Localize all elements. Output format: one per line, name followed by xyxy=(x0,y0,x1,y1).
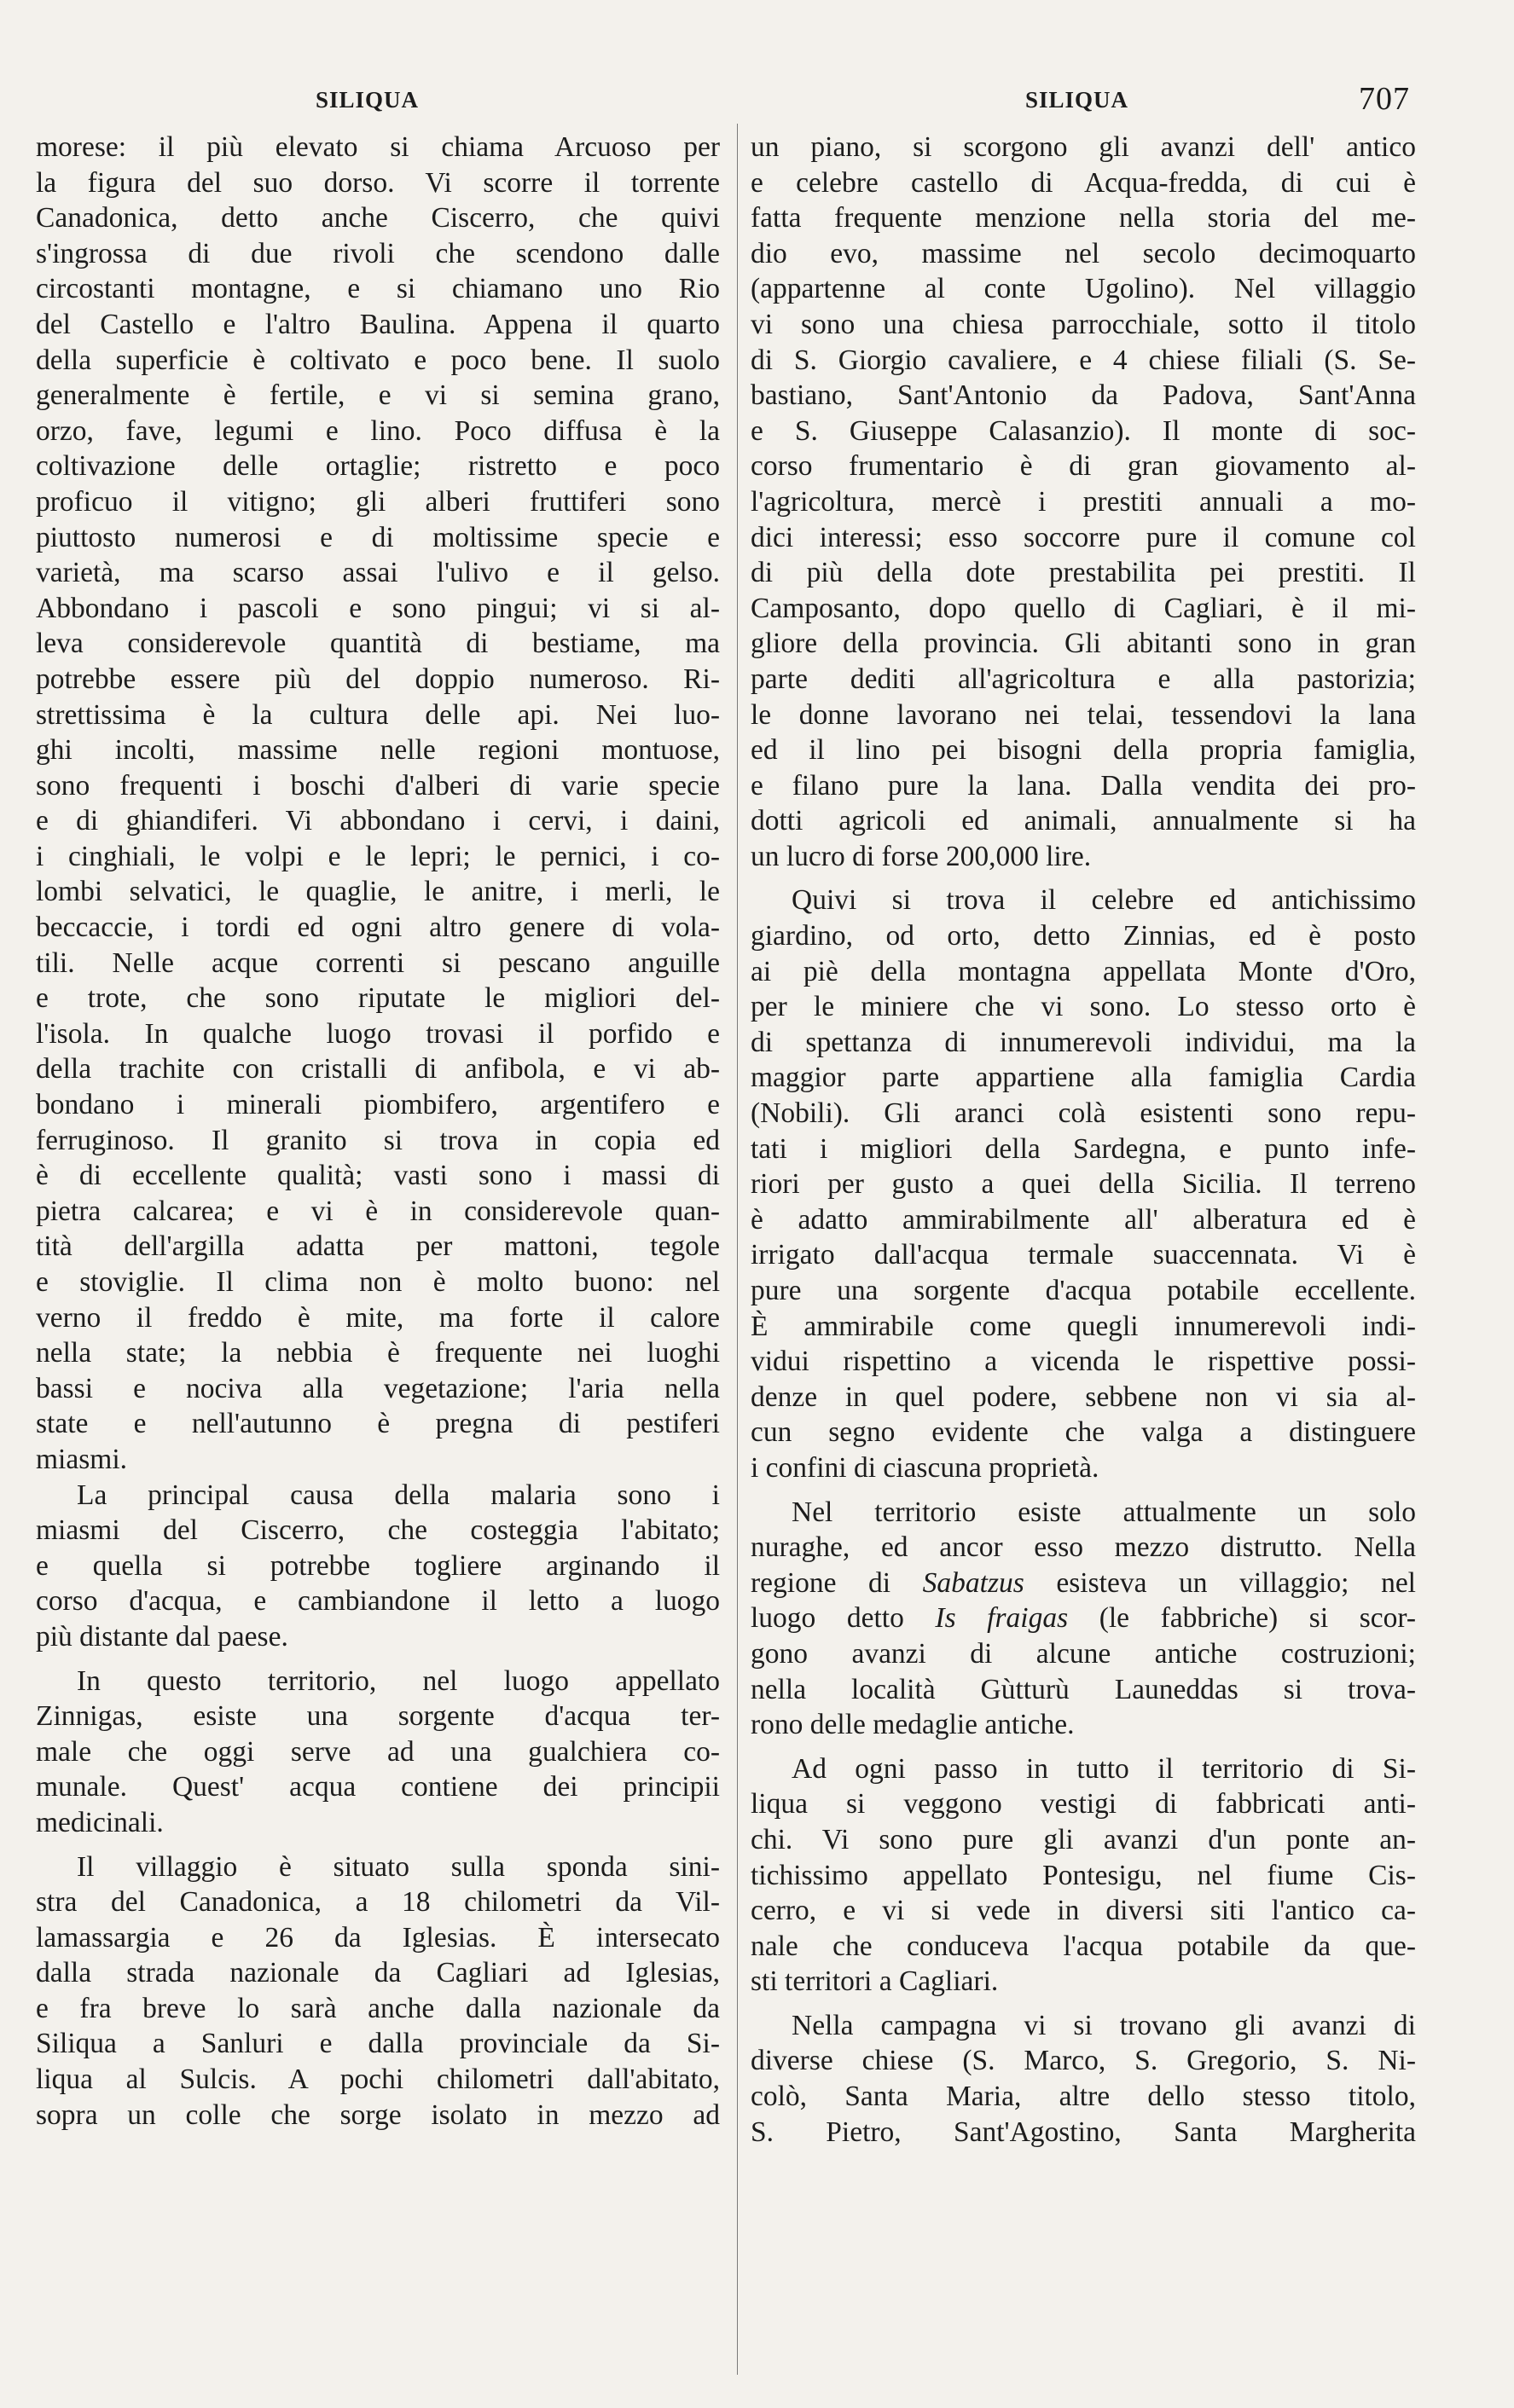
text-line: Nel territorio esiste attualmente un solo xyxy=(792,1496,1416,1528)
text-line: miasmi del Ciscerro, che costeggia l'abitato; xyxy=(36,1514,720,1547)
text-line: ed il lino pei bisogni della propria famiglia, xyxy=(751,734,1416,767)
text-line: bastiano, Sant'Antonio da Padova, Sant'Anna xyxy=(751,379,1416,412)
text-line: (appartenne al conte Ugolino). Nel villaggio xyxy=(751,273,1416,305)
text-line: medicinali. xyxy=(36,1806,164,1838)
text-line: di S. Giorgio cavaliere, e 4 chiese filiali (S. Se- xyxy=(751,344,1416,376)
text-line: irrigato dall'acqua termale suaccennata. Vi è xyxy=(751,1239,1416,1271)
text-line: le donne lavorano nei telai, tessendovi la lana xyxy=(751,698,1416,731)
text-line: piuttosto numerosi e di moltissime specie e xyxy=(36,521,720,553)
text-line: liqua al Sulcis. A pochi chilometri dall'abitato, xyxy=(36,2064,720,2096)
text-line: munale. Quest' acqua contiene dei principii xyxy=(36,1771,720,1803)
text-line: parte dediti all'agricoltura e alla pastorizia; xyxy=(751,663,1416,695)
text-line: coltivazione delle ortaglie; ristretto e poco xyxy=(36,450,720,483)
text-line: bondano i minerali piombifero, argentifero e xyxy=(36,1089,720,1121)
text-line: nuraghe, ed ancor esso mezzo distrutto. Nella xyxy=(751,1531,1416,1564)
text-line: un lucro di forse 200,000 lire. xyxy=(751,840,1092,872)
text-line: sti territori a Cagliari. xyxy=(751,1965,999,1998)
text-line: lombi selvatici, le quaglie, le anitre, i merli, le xyxy=(36,876,720,908)
text-line: In questo territorio, nel luogo appellato xyxy=(77,1664,720,1697)
text-line: Siliqua a Sanluri e dalla provinciale da Si- xyxy=(36,2028,720,2060)
text-line: vidui rispettino a vicenda le rispettive possi- xyxy=(751,1346,1416,1378)
text-line: Zinnigas, esiste una sorgente d'acqua ter- xyxy=(36,1700,720,1733)
text-line: dici interessi; esso soccorre pure il comune col xyxy=(751,521,1416,553)
text-line: Camposanto, dopo quello di Cagliari, è il mi- xyxy=(751,592,1416,624)
text-line: cun segno evidente che valga a distinguere xyxy=(751,1416,1416,1449)
text-line: regione di Sabatzus esisteva un villaggio; nel xyxy=(751,1566,1416,1599)
text-line: maggior parte appartiene alla famiglia Cardia xyxy=(751,1062,1416,1094)
text-line: È ammirabile come quegli innumerevoli indi- xyxy=(751,1310,1416,1342)
text-line: corso d'acqua, e cambiandone il letto a luogo xyxy=(36,1585,720,1618)
page-number: 707 xyxy=(1359,81,1410,117)
text-line: ghi incolti, massime nelle regioni montuose, xyxy=(36,734,720,767)
column-divider xyxy=(737,124,738,2375)
text-line: è di eccellente qualità; vasti sono i massi di xyxy=(36,1160,720,1192)
text-line: proficuo il vitigno; gli alberi fruttiferi sono xyxy=(36,485,720,518)
text-line: del Castello e l'altro Baulina. Appena il quarto xyxy=(36,308,720,340)
right-text-column xyxy=(751,130,1416,2150)
text-line: lamassargia e 26 da Iglesias. È intersecato xyxy=(36,1921,720,1954)
text-line: e di ghiandiferi. Vi abbondano i cervi, i daini, xyxy=(36,805,720,837)
text-line: Ad ogni passo in tutto il territorio di Si- xyxy=(792,1752,1416,1785)
text-line: gono avanzi di alcune antiche costruzioni; xyxy=(751,1637,1416,1670)
text-line: S. Pietro, Sant'Agostino, Santa Margherita xyxy=(751,2116,1416,2148)
text-line: dotti agricoli ed animali, annualmente si ha xyxy=(751,805,1416,837)
text-line: fatta frequente menzione nella storia del me- xyxy=(751,202,1416,234)
text-line: Nella campagna vi si trovano gli avanzi di xyxy=(792,2009,1416,2041)
text-line: bassi e nociva alla vegetazione; l'aria nella xyxy=(36,1372,720,1404)
text-line: potrebbe essere più del doppio numeroso. Ri- xyxy=(36,663,720,695)
text-line: di più della dote prestabilita pei prestiti. Il xyxy=(751,557,1416,589)
text-line: ferruginoso. Il granito si trova in copia ed xyxy=(36,1124,720,1156)
text-line: beccaccie, i tordi ed ogni altro genere di vola- xyxy=(36,912,720,944)
text-line: pure una sorgente d'acqua potabile eccellente. xyxy=(751,1275,1416,1306)
text-line: di spettanza di innumerevoli individui, ma la xyxy=(751,1026,1416,1058)
text-line: e filano pure la lana. Dalla vendita dei pro- xyxy=(751,769,1416,802)
text-line: Il villaggio è situato sulla sponda sini- xyxy=(77,1850,720,1883)
text-line: riori per gusto a quei della Sicilia. Il terreno xyxy=(751,1168,1416,1201)
text-line: diverse chiese (S. Marco, S. Gregorio, S. Ni- xyxy=(751,2045,1416,2077)
text-line: per le miniere che vi sono. Lo stesso orto è xyxy=(751,991,1416,1023)
text-line: morese: il più elevato si chiama Arcuoso per xyxy=(36,131,720,163)
text-line: è adatto ammirabilmente all' alberatura ed è xyxy=(751,1203,1416,1236)
text-line: l'isola. In qualche luogo trovasi il porfido e xyxy=(36,1017,720,1050)
text-line: e trote, che sono riputate le migliori del- xyxy=(36,982,720,1015)
text-line: denze in quel podere, sebbene non vi sia al- xyxy=(751,1381,1416,1413)
text-line: e fra breve lo sarà anche dalla nazionale da xyxy=(36,1992,720,2024)
text-line: miasmi. xyxy=(36,1443,128,1475)
text-line: La principal causa della malaria sono i xyxy=(77,1479,720,1511)
text-line: colò, Santa Maria, altre dello stesso titolo, xyxy=(751,2081,1416,2113)
text-line: nella località Gùtturù Launeddas si trova- xyxy=(751,1673,1416,1705)
text-line: sono frequenti i boschi d'alberi di varie specie xyxy=(36,769,720,802)
running-title-right: SILIQUA xyxy=(1025,87,1129,113)
text-line: e celebre castello di Acqua-fredda, di cui è xyxy=(751,166,1416,199)
text-line: nale che conduceva l'acqua potabile da que- xyxy=(751,1930,1416,1962)
text-line: varietà, ma scarso assai l'ulivo e il gelso. xyxy=(36,557,720,589)
text-line: generalmente è fertile, e vi si semina grano, xyxy=(36,379,720,412)
text-line: cerro, e vi si vede in diversi siti l'antico ca- xyxy=(751,1895,1416,1927)
text-line: della superficie è coltivato e poco bene. Il suolo xyxy=(36,344,720,376)
text-line: vi sono una chiesa parrocchiale, sotto il titolo xyxy=(751,308,1416,340)
left-text-column xyxy=(36,130,720,2133)
text-line: corso frumentario è di gran giovamento al- xyxy=(751,450,1416,483)
text-line: stra del Canadonica, a 18 chilometri da Vil- xyxy=(36,1886,720,1919)
text-line: (Nobili). Gli aranci colà esistenti sono repu- xyxy=(751,1097,1416,1130)
text-line: tili. Nelle acque correnti si pescano anguille xyxy=(36,946,720,979)
text-line: chi. Vi sono pure gli avanzi d'un ponte an- xyxy=(751,1823,1416,1855)
text-line: male che oggi serve ad una gualchiera co- xyxy=(36,1735,720,1768)
text-line: tichissimo appellato Pontesigu, nel fiume Cis- xyxy=(751,1859,1416,1891)
text-line: Abbondano i pascoli e sono pingui; vi si al- xyxy=(36,592,720,624)
text-line: verno il freddo è mite, ma forte il calore xyxy=(36,1301,720,1334)
text-line: tità dell'argilla adatta per mattoni, tegole xyxy=(36,1230,720,1263)
text-line: sopra un colle che sorge isolato in mezzo ad xyxy=(36,2098,720,2131)
text-line: leva considerevole quantità di bestiame, ma xyxy=(36,628,720,660)
text-line: tati i migliori della Sardegna, e punto infe- xyxy=(751,1132,1416,1165)
text-line: l'agricoltura, mercè i prestiti annuali a mo- xyxy=(751,485,1416,518)
text-line: e S. Giuseppe Calasanzio). Il monte di soc- xyxy=(751,414,1416,447)
text-line: gliore della provincia. Gli abitanti sono in gran xyxy=(751,628,1416,660)
text-line: un piano, si scorgono gli avanzi dell' antico xyxy=(751,131,1416,163)
text-line: liqua si veggono vestigi di fabbricati anti- xyxy=(751,1788,1416,1820)
text-line: orzo, fave, legumi e lino. Poco diffusa è la xyxy=(36,414,720,447)
text-line: la figura del suo dorso. Vi scorre il torrente xyxy=(36,166,720,199)
text-line: dalla strada nazionale da Cagliari ad Iglesias, xyxy=(36,1957,720,1989)
text-line: e quella si potrebbe togliere arginando il xyxy=(36,1549,720,1582)
text-line: dio evo, massime nel secolo decimoquarto xyxy=(751,237,1416,269)
text-line: i confini di ciascuna proprietà. xyxy=(751,1451,1099,1484)
text-line: s'ingrossa di due rivoli che scendono dalle xyxy=(36,237,720,269)
text-line: pietra calcarea; e vi è in considerevole quan- xyxy=(36,1195,720,1227)
text-line: nella state; la nebbia è frequente nei luoghi xyxy=(36,1337,720,1369)
text-line: Quivi si trova il celebre ed antichissimo xyxy=(792,884,1416,917)
text-line: della trachite con cristalli di anfibola, e vi ab- xyxy=(36,1053,720,1085)
running-title-left: SILIQUA xyxy=(316,87,420,113)
text-line: i cinghiali, le volpi e le lepri; le pernici, i co- xyxy=(36,840,720,872)
text-line: circostanti montagne, e si chiamano uno Rio xyxy=(36,273,720,305)
text-line: e stoviglie. Il clima non è molto buono: nel xyxy=(36,1266,720,1298)
text-line: strettissima è la cultura delle api. Nei luo- xyxy=(36,698,720,731)
text-line: più distante dal paese. xyxy=(36,1620,288,1653)
text-line: Canadonica, detto anche Ciscerro, che quivi xyxy=(36,202,720,234)
text-line: giardino, od orto, detto Zinnias, ed è posto xyxy=(751,920,1416,952)
text-line: state e nell'autunno è pregna di pestiferi xyxy=(36,1408,720,1440)
text-line: rono delle medaglie antiche. xyxy=(751,1709,1075,1741)
text-line: luogo detto Is fraigas (le fabbriche) si scor- xyxy=(751,1602,1416,1635)
text-line: ai piè della montagna appellata Monte d'Oro, xyxy=(751,955,1416,987)
